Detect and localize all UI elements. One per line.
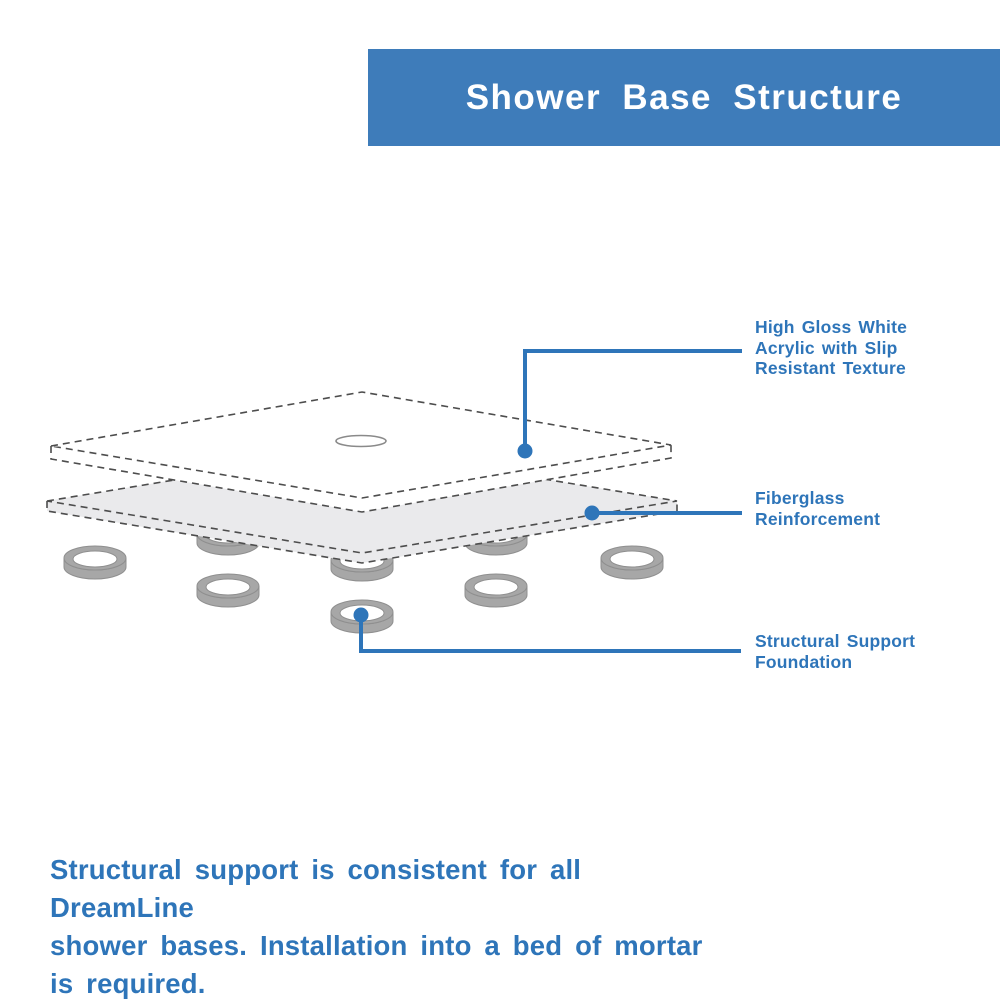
footer-line-3: is required. <box>50 968 206 999</box>
support-ring <box>465 574 527 607</box>
support-ring <box>64 546 126 579</box>
label-fiberglass-line-2: Reinforcement <box>755 508 881 529</box>
label-acrylic <box>755 317 985 379</box>
leader-line-support <box>354 608 742 652</box>
label-acrylic-line-2: Acrylic with Slip <box>755 337 898 358</box>
drain-ellipse <box>336 436 386 447</box>
support-ring <box>197 574 259 607</box>
footer-line-2: shower bases. Installation into a bed of mortar <box>50 930 703 961</box>
label-acrylic-line-3: Resistant Texture <box>755 358 906 378</box>
support-ring <box>601 546 663 579</box>
label-support-line-1: Structural Support <box>755 631 916 651</box>
label-fiberglass-line-1: Fiberglass <box>755 488 845 508</box>
footer-note <box>50 851 710 1000</box>
footer-line-1: Structural support is consistent for all DreamLine <box>50 854 582 923</box>
label-support-line-2: Foundation <box>755 651 853 672</box>
label-support <box>755 631 985 672</box>
label-acrylic-line-1: High Gloss White <box>755 317 908 337</box>
label-fiberglass <box>755 488 985 529</box>
page-title: Shower Base Structure <box>465 77 903 117</box>
